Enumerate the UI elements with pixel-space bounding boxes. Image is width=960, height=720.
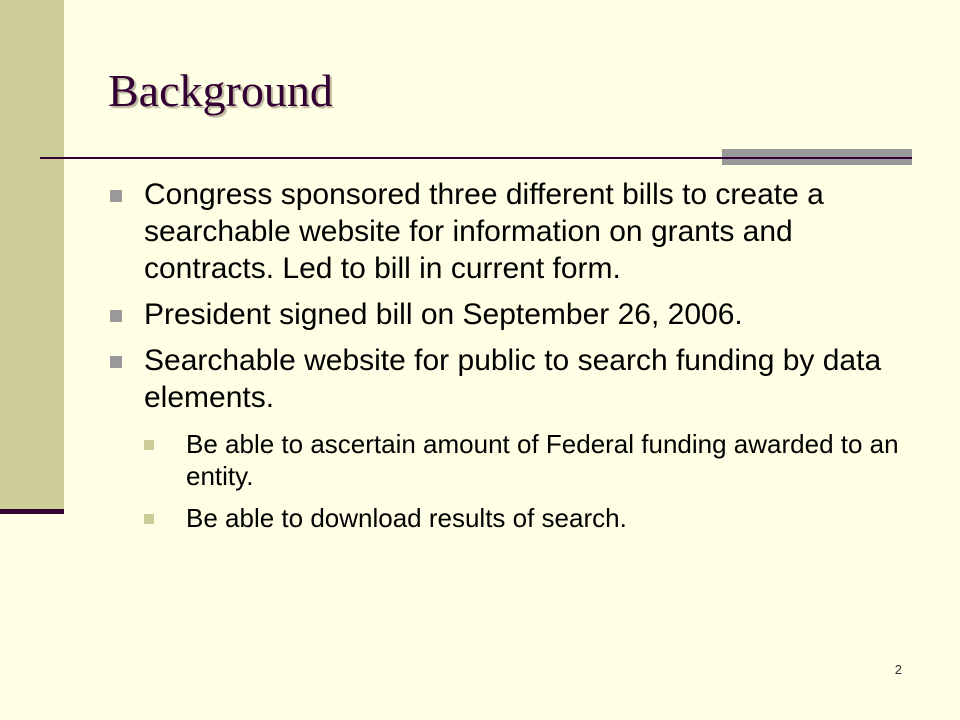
bullet-text: Congress sponsored three different bills to create a searchable website for information on grants and contracts. Led to bill in current form. (144, 178, 824, 285)
square-bullet-icon (110, 310, 122, 322)
bullet-list (108, 176, 908, 544)
sub-bullet-text: Be able to download results of search. (186, 503, 627, 533)
sub-bullet-text: Be able to ascertain amount of Federal funding awarded to an entity. (186, 429, 899, 491)
title-accent-lower (722, 159, 912, 165)
square-sub-bullet-icon (144, 514, 154, 524)
left-bar-divider (0, 509, 64, 514)
slide-title: Background (108, 65, 333, 116)
bullet-item (108, 176, 908, 287)
left-accent-bar (0, 0, 64, 512)
slide-number: 2 (894, 662, 902, 677)
bullet-item (108, 342, 908, 534)
square-bullet-icon (110, 356, 122, 368)
square-sub-bullet-icon (144, 440, 154, 450)
sub-bullet-item (144, 428, 908, 492)
bullet-text: Searchable website for public to search funding by data elements. (144, 344, 882, 414)
title-accent-block (722, 149, 912, 167)
square-bullet-icon (110, 190, 122, 202)
bullet-item (108, 296, 908, 333)
sub-bullet-list (144, 428, 908, 534)
sub-bullet-item (144, 502, 908, 534)
bullet-text: President signed bill on September 26, 2006. (144, 298, 743, 331)
title-accent-upper (722, 149, 912, 157)
